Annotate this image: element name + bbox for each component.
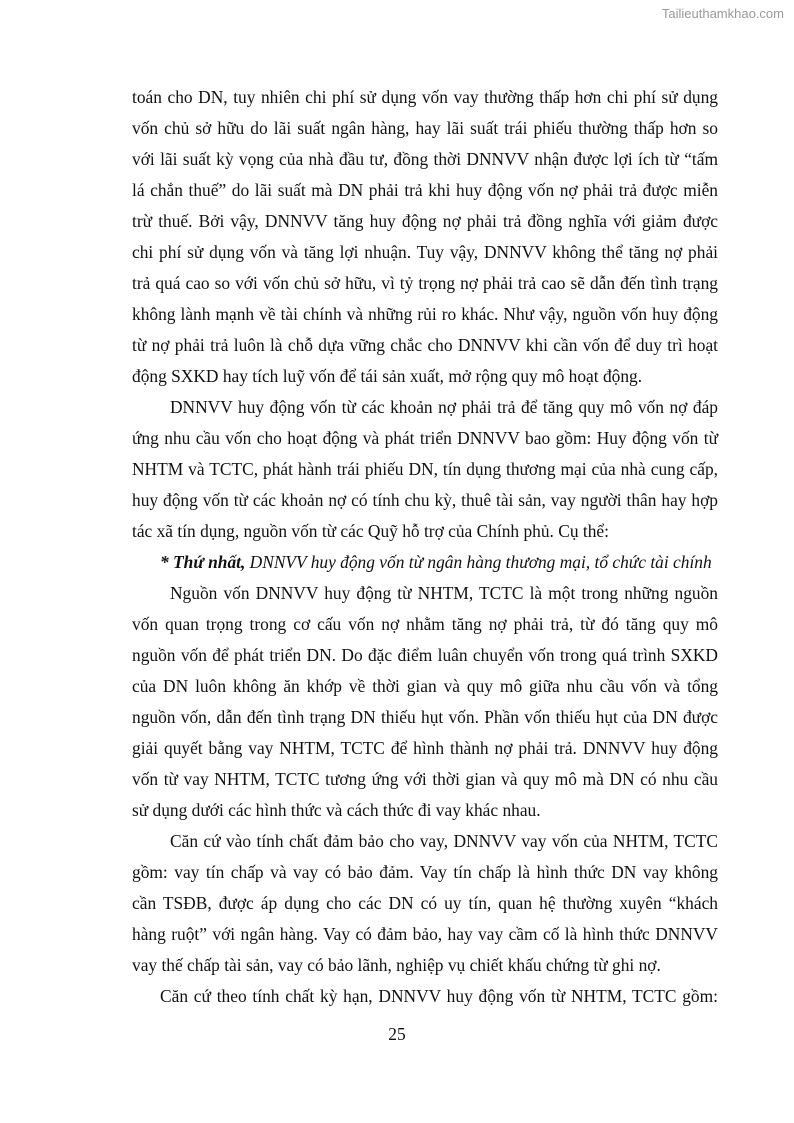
text-line: Căn cứ theo tính chất kỳ hạn, DNNVV huy động vốn từ NHTM, TCTC gồm:: [160, 986, 718, 1006]
watermark: Tailieuthamkhao.com: [661, 6, 784, 21]
text-line: Nguồn vốn DNNVV huy động từ NHTM, TCTC là một trong những nguồn: [170, 583, 718, 603]
text-line: từ nợ phải trả luôn là chỗ dựa vững chắc cho DNNVV khi cần vốn để duy trì hoạt: [132, 335, 718, 355]
body-text: [132, 82, 718, 1012]
paragraph-5: [132, 981, 718, 1012]
paragraph-3: [132, 578, 718, 826]
text-line: tác xã tín dụng, nguồn vốn từ các Quỹ hỗ trợ của Chính phủ. Cụ thể:: [132, 521, 609, 541]
text-line: nguồn vốn để phát triển DN. Do đặc điểm luân chuyển vốn trong quá trình SXKD: [132, 645, 718, 665]
heading-bold: * Thứ nhất,: [160, 552, 246, 572]
text-line: không lành mạnh về tài chính và những rủi ro khác. Như vậy, nguồn vốn huy động: [132, 304, 718, 324]
text-line: cần TSĐB, được áp dụng cho các DN có uy tín, quan hệ thường xuyên “khách: [132, 893, 718, 913]
text-line: vốn quan trọng trong cơ cấu vốn nợ nhằm tăng nợ phải trả, từ đó tăng quy mô: [132, 614, 718, 634]
text-line: nguồn vốn, dẫn đến tình trạng DN thiếu hụt vốn. Phần vốn thiếu hụt của DN được: [132, 707, 718, 727]
page-number: 25: [388, 1024, 406, 1044]
paragraph-4: [132, 826, 718, 981]
text-line: vốn từ vay NHTM, TCTC tương ứng với thời gian và quy mô mà DN có nhu cầu: [132, 769, 718, 789]
text-line: động SXKD hay tích luỹ vốn để tái sản xuất, mở rộng quy mô hoạt động.: [132, 366, 643, 386]
text-line: chi phí sử dụng vốn và tăng lợi nhuận. Tuy vậy, DNNVV không thể tăng nợ phải: [132, 242, 718, 262]
text-line: huy động vốn từ các khoản nợ có tính chu kỳ, thuê tài sản, vay người thân hay hợp: [132, 490, 718, 510]
text-line: trả quá cao so với vốn chủ sở hữu, vì tỷ trọng nợ phải trả cao sẽ dẫn đến tình trạng: [132, 273, 718, 293]
text-line: toán cho DN, tuy nhiên chi phí sử dụng vốn vay thường thấp hơn chi phí sử dụng: [132, 87, 718, 107]
text-line: NHTM và TCTC, phát hành trái phiếu DN, tín dụng thương mại của nhà cung cấp,: [132, 459, 718, 479]
text-line: trừ thuế. Bởi vậy, DNNVV tăng huy động nợ phải trả đồng nghĩa với giảm được: [132, 211, 718, 231]
text-line: hàng ruột” với ngân hàng. Vay có đảm bảo, hay vay cầm cố là hình thức DNNVV: [132, 924, 718, 944]
text-line: với lãi suất kỳ vọng của nhà đầu tư, đồng thời DNNVV nhận được lợi ích từ “tấm: [132, 149, 718, 169]
heading-italic: DNNVV huy động vốn từ ngân hàng thương mại, tổ chức tài chính: [245, 552, 712, 572]
text-line: vốn chủ sở hữu do lãi suất ngân hàng, hay lãi suất trái phiếu thường thấp hơn so: [132, 118, 718, 138]
text-line: gồm: vay tín chấp và vay có bảo đảm. Vay tín chấp là hình thức DN vay không: [132, 862, 718, 882]
text-line: lá chắn thuế” do lãi suất mà DN phải trả khi huy động vốn nợ phải trả được miễn: [132, 180, 718, 200]
section-heading: [132, 547, 718, 578]
text-line: sử dụng dưới các hình thức và cách thức đi vay khác nhau.: [132, 800, 541, 820]
text-line: vay thế chấp tài sản, vay có bảo lãnh, nghiệp vụ chiết khấu chứng từ ghi nợ.: [132, 955, 661, 975]
text-line: Căn cứ vào tính chất đảm bảo cho vay, DNNVV vay vốn của NHTM, TCTC: [170, 831, 718, 851]
paragraph-1: [132, 82, 718, 392]
text-line: giải quyết bằng vay NHTM, TCTC để hình thành nợ phải trả. DNNVV huy động: [132, 738, 718, 758]
text-line: DNNVV huy động vốn từ các khoản nợ phải trả để tăng quy mô vốn nợ đáp: [170, 397, 718, 417]
text-line: ứng nhu cầu vốn cho hoạt động và phát triển DNNVV bao gồm: Huy động vốn từ: [132, 428, 718, 448]
text-line: của DN luôn không ăn khớp về thời gian và quy mô giữa nhu cầu vốn và tổng: [132, 676, 718, 696]
paragraph-2: [132, 392, 718, 547]
